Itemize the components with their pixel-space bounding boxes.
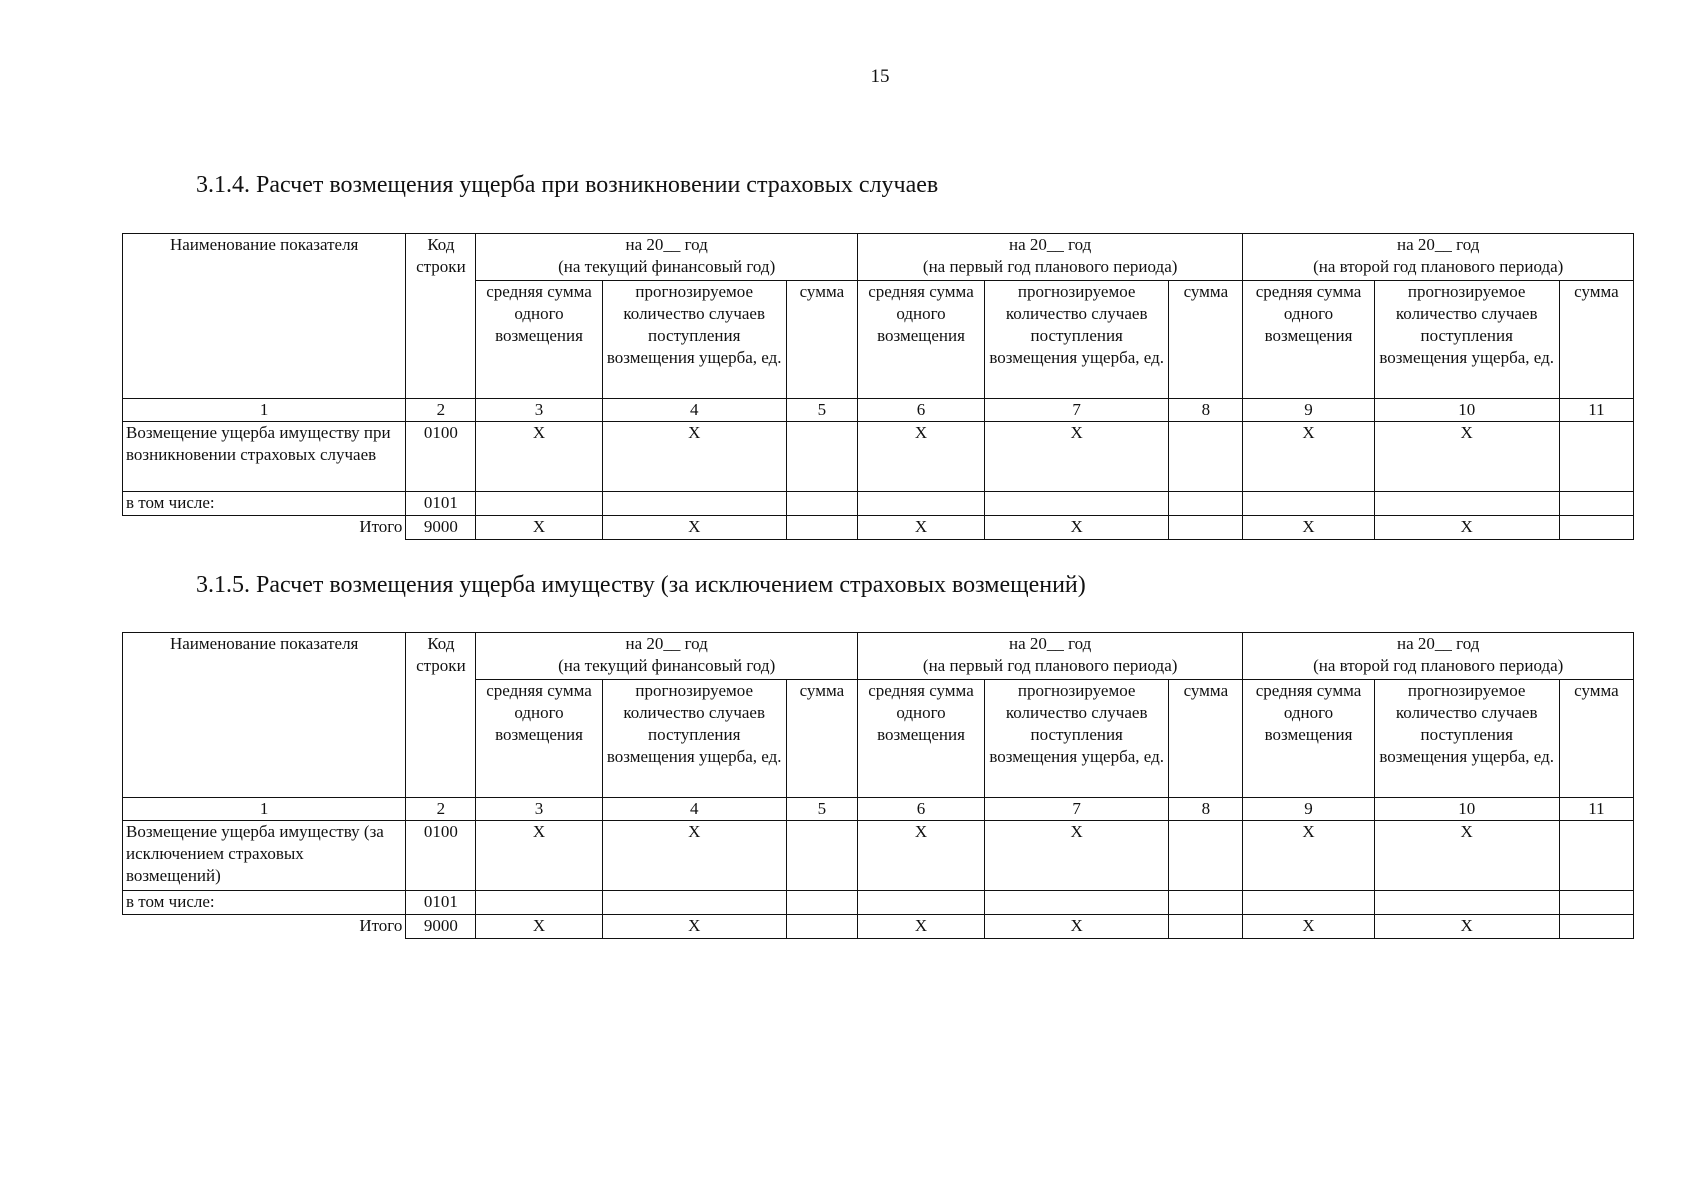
x-mark: X (476, 422, 602, 492)
period-desc: (на текущий финансовый год) (558, 257, 776, 276)
x-mark: X (1243, 422, 1374, 492)
period-desc: (на текущий финансовый год) (558, 656, 776, 675)
x-mark: X (476, 821, 602, 891)
row-name: в том числе: (123, 891, 406, 915)
column-number: 8 (1169, 798, 1243, 821)
header-avg: средняя сумма одного возмещения (1243, 680, 1374, 798)
table-row (123, 891, 1634, 915)
header-sum: сумма (1169, 680, 1243, 798)
empty-cell (786, 915, 857, 939)
header-avg: средняя сумма одного возмещения (476, 680, 602, 798)
column-number: 2 (406, 399, 476, 422)
header-sum: сумма (1169, 281, 1243, 399)
x-mark: X (602, 915, 786, 939)
x-mark: X (857, 915, 984, 939)
row-name: Итого (123, 516, 406, 540)
header-period (1243, 234, 1634, 281)
empty-cell (1559, 492, 1633, 516)
empty-cell (1559, 891, 1633, 915)
empty-cell (1169, 422, 1243, 492)
empty-cell (1559, 821, 1633, 891)
header-name: Наименование показателя (123, 234, 406, 399)
x-mark: X (476, 915, 602, 939)
period-desc: (на первый год планового периода) (922, 257, 1178, 276)
table-property-damage (122, 632, 1634, 939)
header-period (476, 234, 857, 281)
column-number: 7 (985, 399, 1169, 422)
empty-cell (602, 891, 786, 915)
period-year: на 20__ год (1008, 634, 1092, 653)
period-desc: (на второй год планового периода) (1313, 257, 1564, 276)
header-forecast: прогнозируемое количество случаев поступления возмещения ущерба, ед. (1374, 281, 1559, 399)
row-name: в том числе: (123, 492, 406, 516)
header-forecast: прогнозируемое количество случаев поступления возмещения ущерба, ед. (1374, 680, 1559, 798)
period-desc: (на первый год планового периода) (922, 656, 1178, 675)
empty-cell (1169, 821, 1243, 891)
empty-cell (786, 516, 857, 540)
period-year: на 20__ год (625, 634, 708, 653)
column-number: 9 (1243, 798, 1374, 821)
header-sum: сумма (786, 281, 857, 399)
column-number: 5 (786, 798, 857, 821)
empty-cell (786, 422, 857, 492)
period-desc: (на второй год планового периода) (1313, 656, 1564, 675)
row-code: 9000 (406, 915, 476, 939)
empty-cell (476, 891, 602, 915)
row-code: 0100 (406, 821, 476, 891)
empty-cell (786, 492, 857, 516)
x-mark: X (602, 422, 786, 492)
row-name: Итого (123, 915, 406, 939)
column-number: 10 (1374, 798, 1559, 821)
column-number: 11 (1559, 798, 1633, 821)
x-mark: X (857, 516, 984, 540)
column-number: 4 (602, 798, 786, 821)
period-year: на 20__ год (625, 235, 708, 254)
header-forecast: прогнозируемое количество случаев поступления возмещения ущерба, ед. (985, 281, 1169, 399)
empty-cell (1169, 516, 1243, 540)
column-number: 7 (985, 798, 1169, 821)
period-year: на 20__ год (1008, 235, 1092, 254)
empty-cell (476, 492, 602, 516)
row-code: 0100 (406, 422, 476, 492)
x-mark: X (985, 821, 1169, 891)
x-mark: X (602, 821, 786, 891)
empty-cell (1559, 422, 1633, 492)
table-row (123, 821, 1634, 891)
empty-cell (1559, 915, 1633, 939)
x-mark: X (476, 516, 602, 540)
header-sum: сумма (1559, 281, 1633, 399)
empty-cell (985, 891, 1169, 915)
column-number: 3 (476, 399, 602, 422)
column-number: 6 (857, 399, 984, 422)
empty-cell (1374, 492, 1559, 516)
column-number: 5 (786, 399, 857, 422)
table-row (123, 516, 1634, 540)
empty-cell (786, 891, 857, 915)
header-avg: средняя сумма одного возмещения (857, 680, 984, 798)
row-name: Возмещение ущерба имуществу (за исключением страховых возмещений) (123, 821, 406, 891)
header-avg: средняя сумма одного возмещения (857, 281, 984, 399)
column-number: 1 (123, 798, 406, 821)
header-name: Наименование показателя (123, 633, 406, 798)
x-mark: X (1374, 915, 1559, 939)
row-code: 0101 (406, 492, 476, 516)
empty-cell (602, 492, 786, 516)
header-sum: сумма (786, 680, 857, 798)
header-forecast: прогнозируемое количество случаев поступления возмещения ущерба, ед. (602, 680, 786, 798)
empty-cell (857, 492, 984, 516)
x-mark: X (985, 516, 1169, 540)
empty-cell (1243, 492, 1374, 516)
empty-cell (1559, 516, 1633, 540)
x-mark: X (985, 422, 1169, 492)
column-number: 1 (123, 399, 406, 422)
header-forecast: прогнозируемое количество случаев поступления возмещения ущерба, ед. (985, 680, 1169, 798)
table-insurance-damage (122, 233, 1634, 540)
empty-cell (1169, 915, 1243, 939)
header-period (857, 234, 1243, 281)
empty-cell (1169, 492, 1243, 516)
x-mark: X (857, 422, 984, 492)
x-mark: X (1374, 516, 1559, 540)
row-name: Возмещение ущерба имуществу при возникновении страховых случаев (123, 422, 406, 492)
empty-cell (985, 492, 1169, 516)
header-avg: средняя сумма одного возмещения (1243, 281, 1374, 399)
column-number: 11 (1559, 399, 1633, 422)
table-row (123, 915, 1634, 939)
empty-cell (786, 821, 857, 891)
column-number: 3 (476, 798, 602, 821)
table-row (123, 492, 1634, 516)
column-number: 4 (602, 399, 786, 422)
empty-cell (1169, 891, 1243, 915)
x-mark: X (1243, 516, 1374, 540)
section-title-3-1-4: 3.1.4. Расчет возмещения ущерба при возникновении страховых случаев (196, 172, 939, 198)
header-period (476, 633, 857, 680)
column-number: 10 (1374, 399, 1559, 422)
x-mark: X (1374, 821, 1559, 891)
period-year: на 20__ год (1397, 235, 1480, 254)
row-code: 0101 (406, 891, 476, 915)
x-mark: X (1243, 821, 1374, 891)
column-number: 8 (1169, 399, 1243, 422)
column-number: 9 (1243, 399, 1374, 422)
header-period (1243, 633, 1634, 680)
table-row (123, 422, 1634, 492)
header-code: Код строки (406, 234, 476, 399)
column-number: 2 (406, 798, 476, 821)
column-number: 6 (857, 798, 984, 821)
x-mark: X (985, 915, 1169, 939)
x-mark: X (1243, 915, 1374, 939)
x-mark: X (602, 516, 786, 540)
empty-cell (1374, 891, 1559, 915)
page-number: 15 (870, 66, 890, 87)
empty-cell (1243, 891, 1374, 915)
header-code: Код строки (406, 633, 476, 798)
header-forecast: прогнозируемое количество случаев поступления возмещения ущерба, ед. (602, 281, 786, 399)
header-sum: сумма (1559, 680, 1633, 798)
header-period (857, 633, 1243, 680)
empty-cell (857, 891, 984, 915)
section-title-3-1-5: 3.1.5. Расчет возмещения ущерба имуществу (за исключением страховых возмещений) (196, 572, 1086, 598)
row-code: 9000 (406, 516, 476, 540)
header-avg: средняя сумма одного возмещения (476, 281, 602, 399)
period-year: на 20__ год (1397, 634, 1480, 653)
x-mark: X (1374, 422, 1559, 492)
x-mark: X (857, 821, 984, 891)
